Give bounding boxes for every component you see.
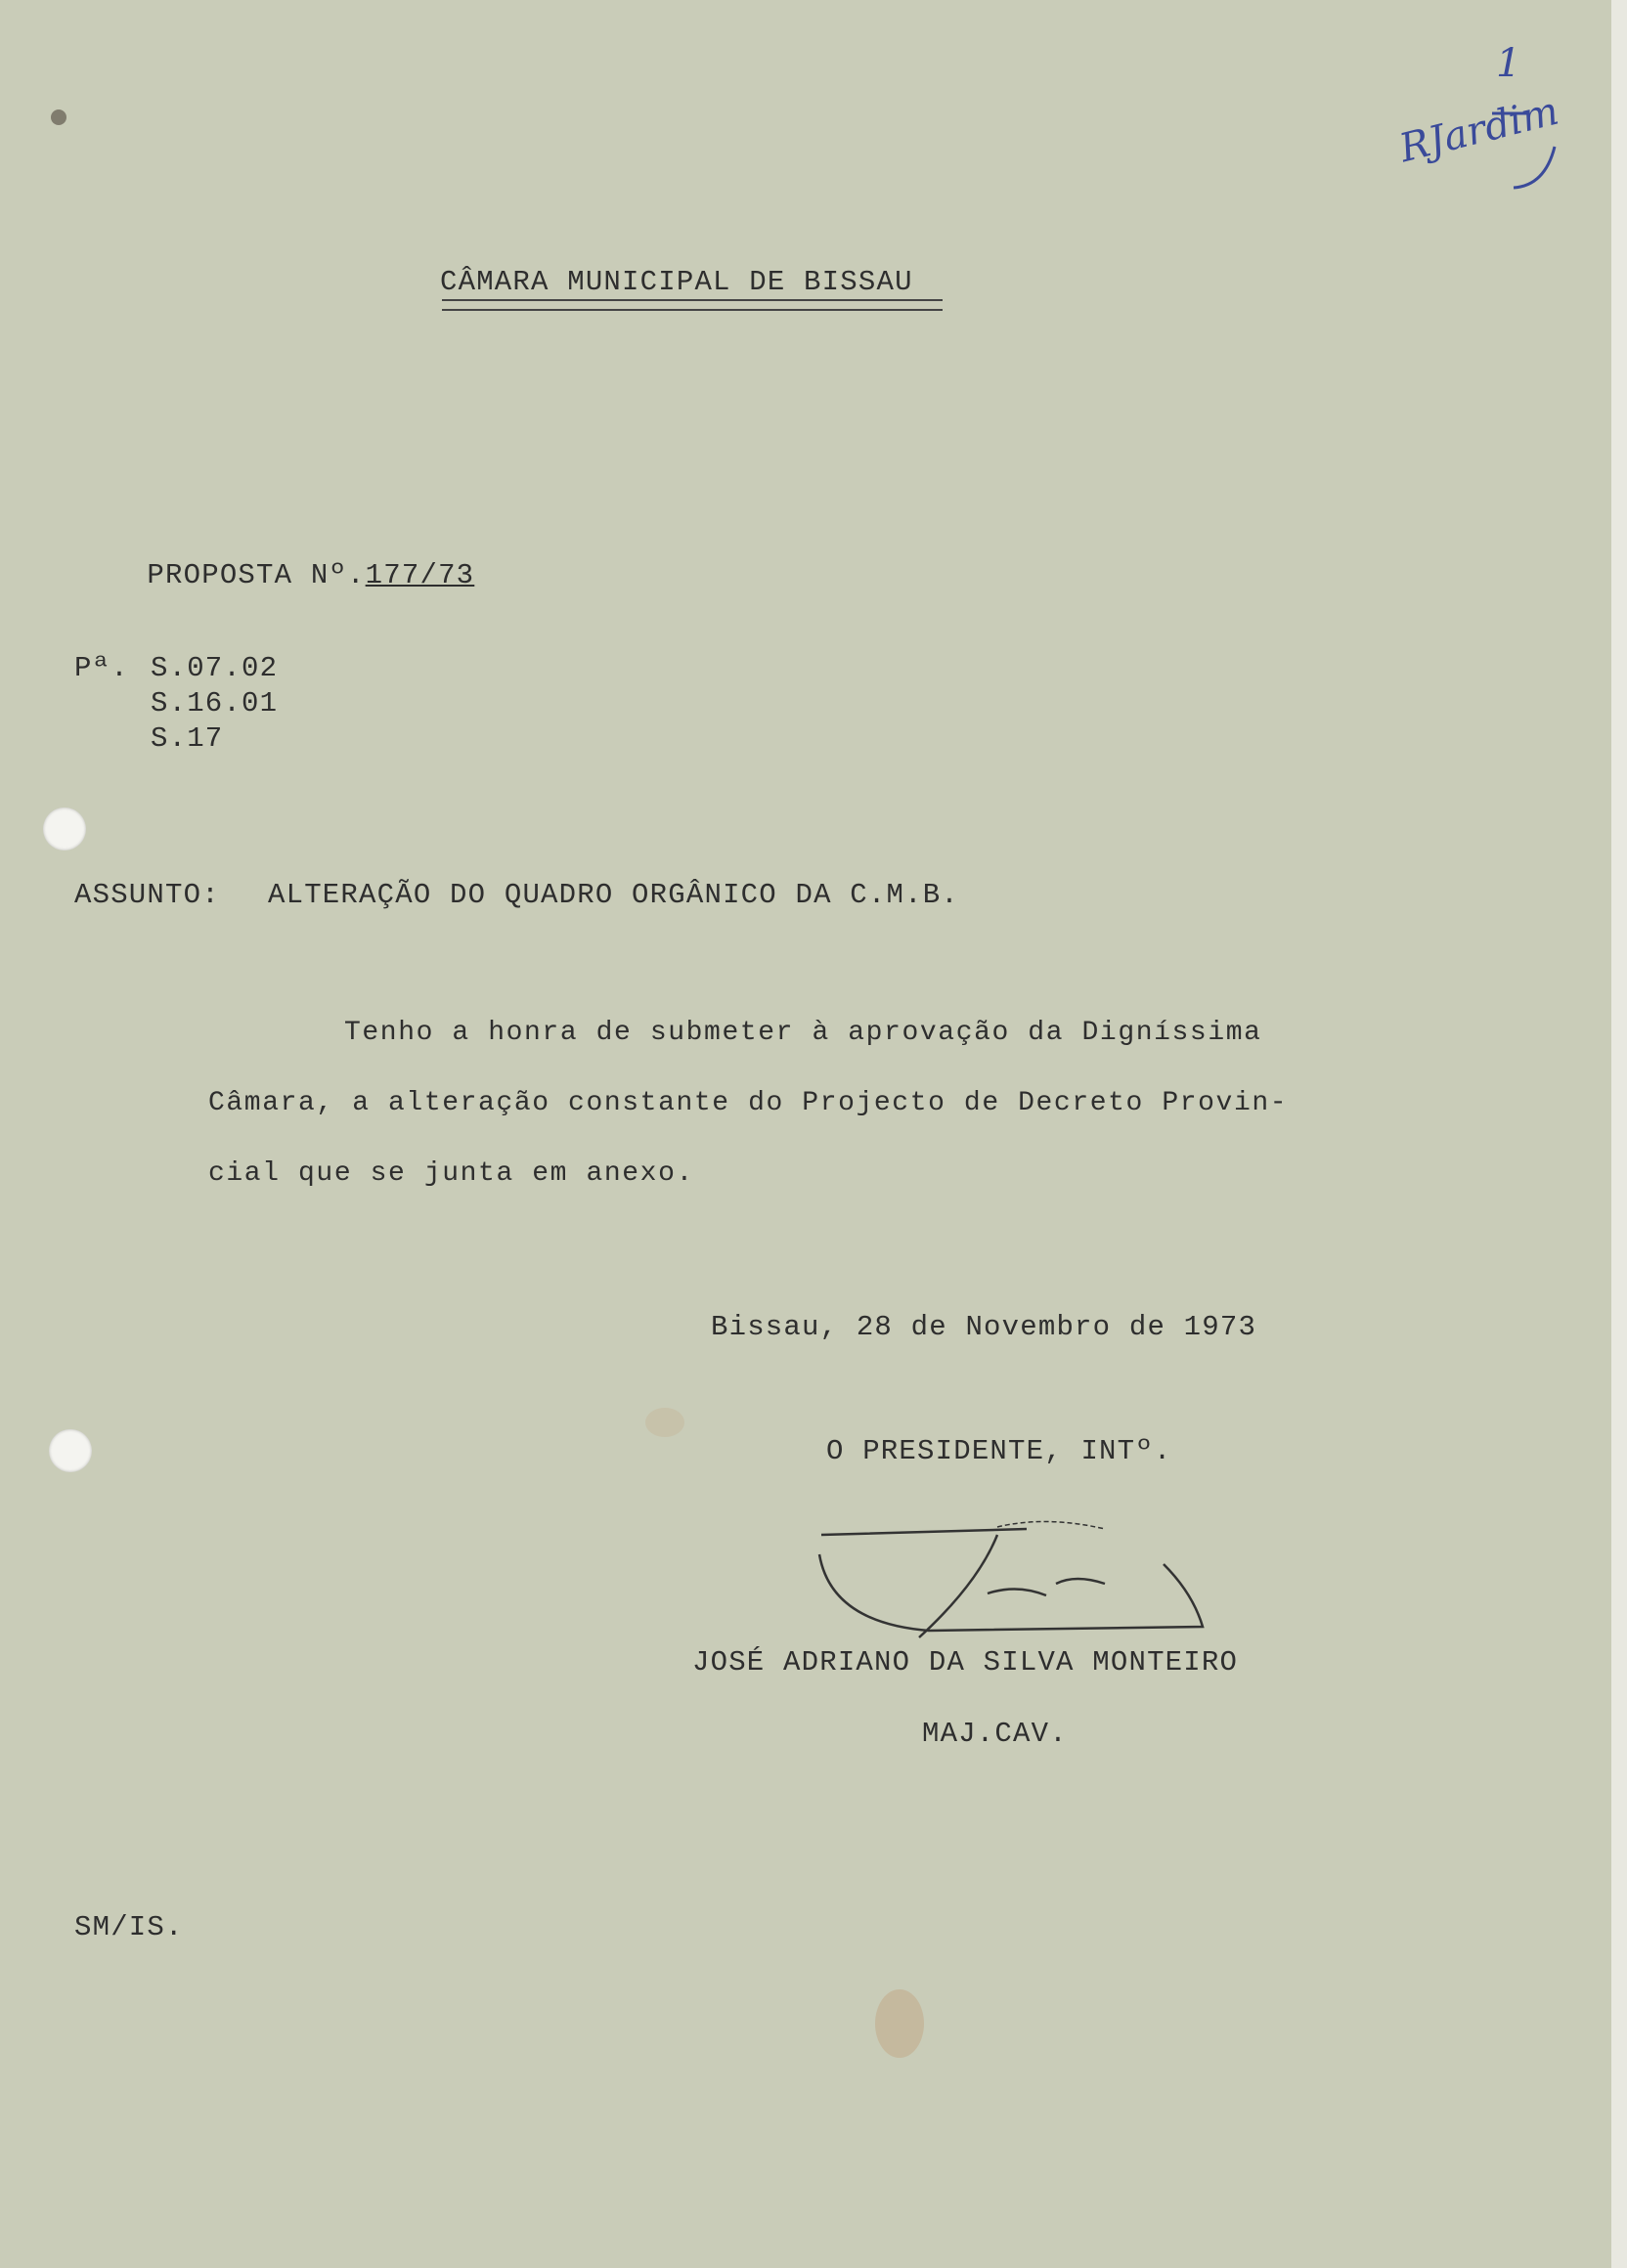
handwritten-initials: RJardim	[1394, 88, 1563, 172]
page-title: CÂMARA MUNICIPAL DE BISSAU	[440, 266, 913, 298]
signatory-role: O PRESIDENTE, INTº.	[826, 1435, 1172, 1467]
process-ref: S.17	[151, 722, 224, 755]
process-label: Pª.	[74, 652, 129, 684]
paper-stain	[645, 1408, 684, 1437]
subject-label: ASSUNTO:	[74, 879, 220, 911]
process-ref: S.16.01	[151, 687, 279, 720]
signatory-rank: MAJ.CAV.	[922, 1718, 1068, 1750]
punch-hole	[43, 807, 86, 850]
signatory-name: JOSÉ ADRIANO DA SILVA MONTEIRO	[692, 1646, 1239, 1679]
title-double-underline	[442, 299, 943, 311]
paper-stain	[51, 109, 66, 125]
handwritten-stroke	[1486, 78, 1564, 196]
signature	[812, 1515, 1222, 1642]
place-date: Bissau, 28 de Novembro de 1973	[711, 1311, 1257, 1343]
process-ref: S.07.02	[151, 652, 279, 684]
subject-text: ALTERAÇÃO DO QUADRO ORGÂNICO DA C.M.B.	[268, 879, 959, 911]
punch-hole	[49, 1429, 92, 1472]
page-edge	[1611, 0, 1627, 2268]
proposal-line	[74, 533, 474, 618]
proposal-label: PROPOSTA Nº.	[147, 559, 366, 591]
body-line: Tenho a honra de submeter à aprovação da Digníssima	[344, 1018, 1262, 1048]
body-line: Câmara, a alteração constante do Projecto de Decreto Provin-	[208, 1088, 1289, 1118]
paper-stain	[875, 1989, 924, 2058]
handwritten-page-number: 1	[1496, 41, 1521, 86]
body-line: cial que se junta em anexo.	[208, 1158, 694, 1189]
proposal-number: 177/73	[365, 559, 475, 591]
typist-initials: SM/IS.	[74, 1911, 184, 1943]
